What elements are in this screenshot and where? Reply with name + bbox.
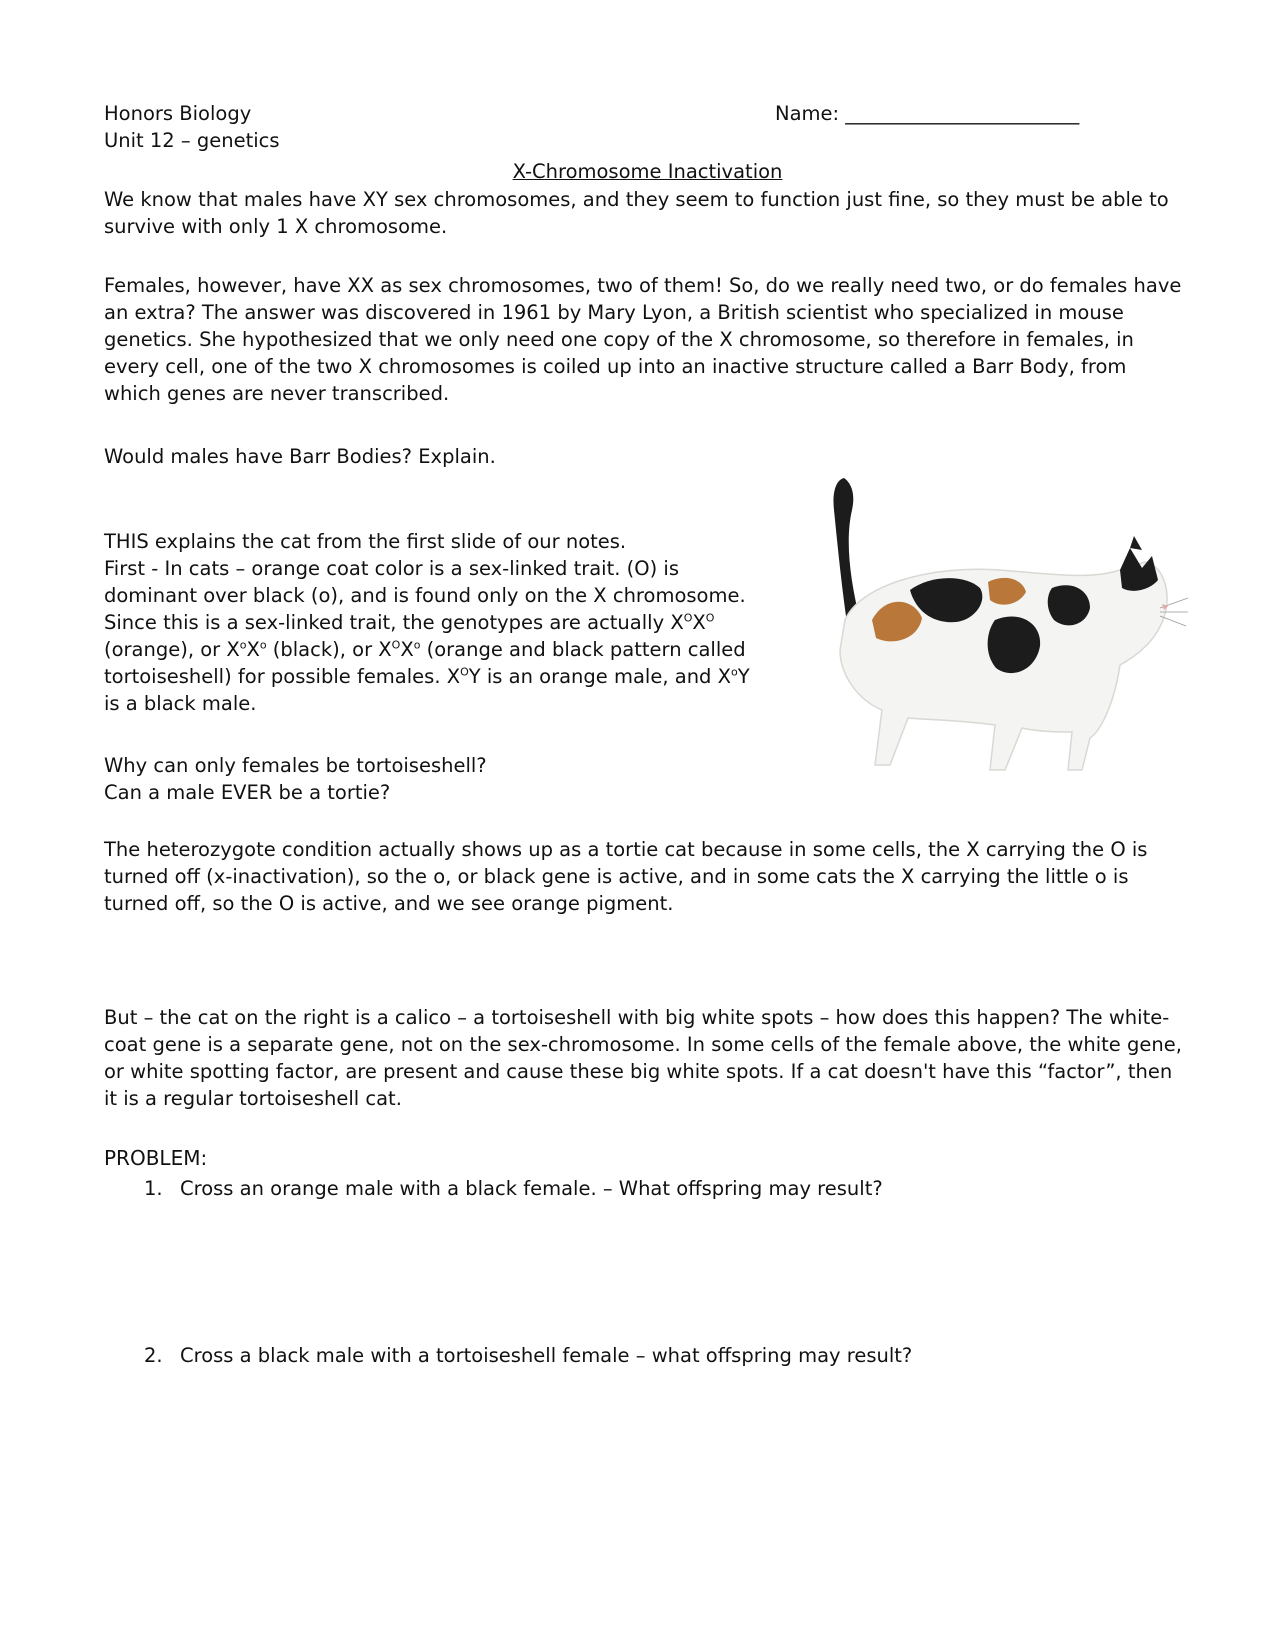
- tortie-question-2: Can a male EVER be a tortie?: [104, 781, 391, 804]
- problem-item: [144, 1342, 1144, 1369]
- cat-genetics-paragraph: [104, 528, 764, 717]
- problem-text: Cross an orange male with a black female. – What offspring may result?: [180, 1177, 883, 1200]
- problem-heading: PROBLEM:: [104, 1146, 208, 1170]
- name-field: Name: ________________________: [775, 102, 1080, 125]
- page-title: X-Chromosome Inactivation: [512, 160, 783, 183]
- females-paragraph: Females, however, have XX as sex chromosomes, two of them! So, do we really need two, or do females have an extra? The answer was discovered in 1961 by Mary Lyon, a British scientist who specialized in mouse genetics. She hypothesized that we only need one copy of the X chromosome, so therefore in females, in every cell, one of the two X chromosomes is coiled up into an inactive structure called a Barr Body, from which genes are never transcribed.: [104, 274, 1182, 405]
- unit-title: Unit 12 – genetics: [104, 129, 280, 152]
- barr-body-question: Would males have Barr Bodies? Explain.: [104, 445, 496, 468]
- heterozygote-paragraph: The heterozygote condition actually shows up as a tortie cat because in some cells, the X carrying the O is turned off (x-inactivation), so the o, or black gene is active, and in some cats the X carrying the little o is turned off, so the O is active, and we see orange pigment.: [104, 838, 1148, 915]
- tortie-questions: [104, 752, 764, 806]
- cat-ear: [1130, 536, 1142, 550]
- problem-number: 1.: [144, 1177, 163, 1200]
- calico-cat-image: [790, 470, 1190, 815]
- course-title: Honors Biology: [104, 102, 252, 125]
- cat-genotype-text: First - In cats – orange coat color is a sex-linked trait. (O) is dominant over black (o), and is found only on the X chromosome. Since this is a sex-linked trait, the genotypes are actually $X^OX^O$ (orange), or $X^oX^o$ (black), or $X^OX^o$ (orange and black pattern called tortoiseshell) for possible females. $X^OY$ is an orange male, and $X^oY$ is a black male.: [104, 557, 750, 715]
- calico-paragraph: But – the cat on the right is a calico – a tortoiseshell with big white spots – how does this happen? The white-coat gene is a separate gene, not on the sex-chromosome. In some cells of the female above, the white gene, or white spotting factor, are present and cause these big white spots. If a cat doesn't have this “factor”, then it is a regular tortoiseshell cat.: [104, 1006, 1182, 1110]
- problem-number: 2.: [144, 1344, 163, 1367]
- tortie-question-1: Why can only females be tortoiseshell?: [104, 754, 487, 777]
- cat-intro-line: THIS explains the cat from the first slide of our notes.: [104, 530, 627, 553]
- problem-item: [144, 1175, 1144, 1202]
- header-course-block: [104, 100, 280, 154]
- cat-head-black: [1120, 548, 1158, 591]
- intro-paragraph: We know that males have XY sex chromosomes, and they seem to function just fine, so they must be able to survive with only 1 X chromosome.: [104, 188, 1169, 238]
- problem-text: Cross a black male with a tortoiseshell female – what offspring may result?: [180, 1344, 913, 1367]
